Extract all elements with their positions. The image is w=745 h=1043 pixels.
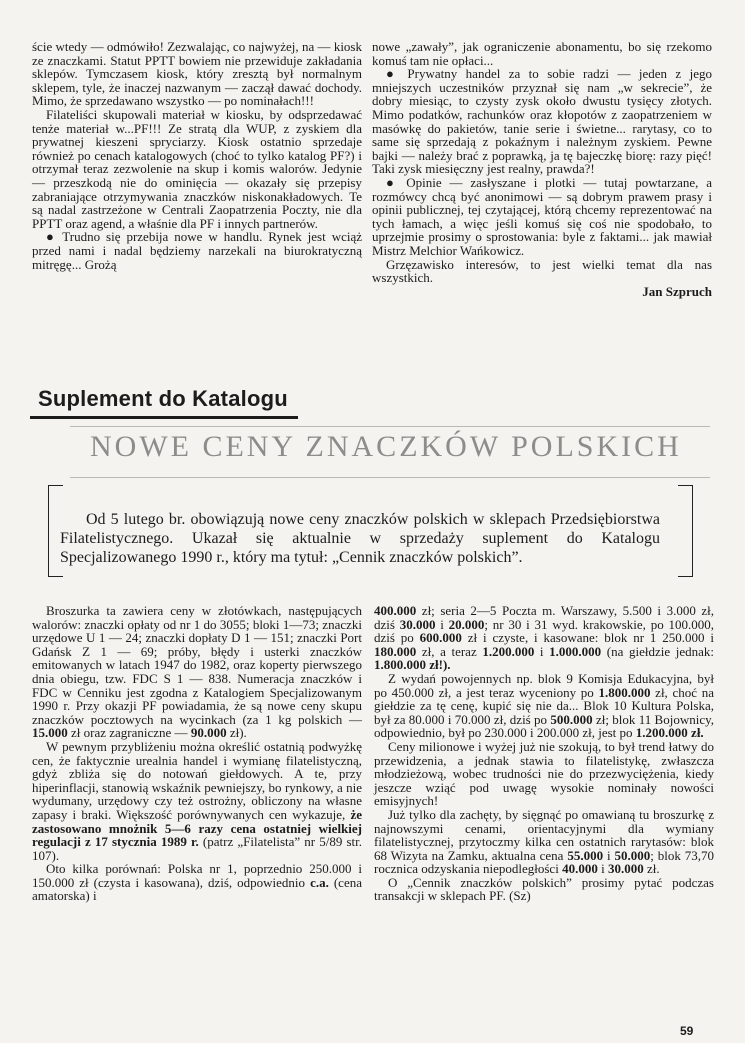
paragraph-text: i [597,861,608,877]
bullet-icon: ● [46,229,57,245]
price: 40.000 [562,861,598,877]
price: 180.000 [374,643,417,659]
paragraph-text: zł, choć na giełdzie za tę cenę, kupić się nie da... Blok 10 Kultura Polska, był za 80.000 i 70.000 zł, dziś po [374,684,714,727]
paragraph [372,176,712,258]
price: 1.000.000 [549,643,602,659]
emphasis: c.a. [310,874,329,890]
intro-lead: Od 5 lutego br. obowiązują nowe ceny znaczków polskich w sklepach Przedsiębiorstwa Filatelistycznego. Ukazał się aktualnie w sprzedaży suplement do Katalogu Specjalizowanego 1990 r., który ma tytuł: „Cennik znaczków polskich”. [60,511,660,566]
paragraph-text: zł; blok 11 Bojownicy, odpowiednio, był po 230.000 i 200.000 zł, jest po [374,711,714,741]
paragraph-text: zł oraz zagraniczne — [67,725,191,741]
paragraph [374,672,714,740]
paragraph-text: Z wydań powojennych np. blok 9 Komisja Edukacyjna, był po 450.000 zł, a jest teraz wyceniony po [374,670,714,700]
top-right-column [372,40,712,298]
paragraph-text: zł; seria 2—5 Poczta m. Warszawy, 5.500 i 3.000 zł, dziś [374,603,714,632]
price: 30.000 [399,616,436,632]
paragraph-text: i [534,643,550,659]
paragraph-text: zł i czyste, i kasowane: blok nr 1 250.000 i [461,630,714,646]
article-headline: NOWE CENY ZNACZKÓW POLSKICH [90,430,682,463]
paragraph-text: Już tylko dla zachęty, by sięgnąć po omawianą tu broszurkę z najnowszymi cenami, orientacyjnymi dla wymiany filatelistycznej, przytoczmy kilka cen ostatnich rarytasów: blok 68 Wizyta na Zamku, aktualna cena [374,806,714,863]
price: 30.000 [607,861,644,877]
paragraph [372,67,712,176]
paragraph-text: Trudno się przebija nowe w handlu. Rynek jest wciąż przed nami i nadal będziemy narzekali na biurokratyczną mitręgę... Grożą [32,229,362,272]
page-number: 59 [680,1024,694,1038]
paragraph: ście wtedy — odmówiło! Zezwalając, co najwyżej, na — kiosk ze znaczkami. Statut PPTT bowiem nie przewiduje zakładania sklepów. Tymczasem kiosk, który zresztą był normalnym sklepem, tyle, że inaczej nazwanym — zaczął dawać dochody. Mimo, że sprzedawano wszystko — po nominałach!!! [32,39,362,109]
paragraph-text: i [435,616,449,632]
paragraph-text: Prywatny handel za to sobie radzi — jeden z jego mniejszych uczestników przyznał się nam „w sekrecie”, że dobry miesiąc, to czysty zysk około dwustu tysięcy złotych. Mimo podatków, rachunków oraz kłopotów z zaopatrzeniem w masówkę do pakietów, tanie serie i świetne... rarytasy, co to same się sprzedają z pokaźnym i należnym zyskiem. Pewne bajki — należy brać z poprawką, ja tę bajeczkę biorę: razy pięć! Taki zysk miesięczny jest realny, prawda?! [372,66,712,177]
price: 400.000 [374,603,417,618]
paragraph: nowe „zawały”, jak ograniczenie abonamentu, bo się rzekomo komuś tam nie opłaci... [372,39,712,68]
price: 1.200.000 [482,643,535,659]
price: 20.000 [448,616,485,632]
paragraph [32,604,362,740]
price: 600.000 [419,630,462,646]
price: 55.000 [567,847,604,863]
paragraph-text: zł). [226,725,247,741]
top-left-column [32,40,362,271]
price: 50.000 [614,847,651,863]
section-title: Suplement do Katalogu [38,386,288,411]
author-signature: Jan Szpruch [642,283,712,299]
paragraph-text: ; blok 73,70 rocznica odzyskania niepodległości [374,847,714,877]
paragraph [32,740,362,862]
price: 1.200.000 zł. [635,725,704,741]
paragraph [374,808,714,876]
title-underline [30,416,298,419]
paragraph: Grzęzawisko interesów, to jest wielki temat dla nas wszystkich. [372,256,712,286]
paragraph-text: (patrz „Filatelista” nr 5/89 str. 107). [32,834,362,863]
price: 1.800.000 zł!). [374,657,451,673]
paragraph-text: (cena amatorska) i [32,874,362,904]
paragraph-text: Broszurka ta zawiera ceny w złotówkach, następujących walorów: znaczki opłaty od nr 1 do 3055; bloki 1—73; znaczki urzędowe U 1 — 24; znaczki dopłaty D 1 — 151; znaczki Port Gdańsk Z 1 — 69; próby, błędy i usterki znaczków emitowanych w latach 1947 do 1982, oraz koperty pierwszego dnia obiegu, tzw. FDC S 1 — 838. Numeracja znaczków i FDC w Cenniku jest zgodna z Katalogiem Specjalizowanym 1990 r. Przy okazji PF powiadamia, że są nowe ceny skupu znaczków pocztowych na wycinkach (za 1 kg polskich — [32,603,362,727]
price: 90.000 [190,725,227,741]
paragraph: Ceny milionowe i wyżej już nie szokują, to był trend łatwy do przewidzenia, a jednak stawia to filatelistykę, zwłaszcza młodzieżową, wobec trudności nie do przezwyciężenia, kiedy jeszcze wziąć pod uwagę wysokie nominały nowości emisyjnych! [374,738,714,809]
frame-corner [678,485,692,486]
bottom-left-column [32,604,362,903]
paragraph-text: zł. [643,861,660,877]
paragraph [32,862,362,903]
paragraph-text: i [603,847,615,863]
frame-corner [678,576,692,577]
bullet-icon: ● [386,66,400,82]
paragraph-text: Oto kilka porównań: Polska nr 1, poprzednio 250.000 i 150.000 zł (czysta i kasowana), dziś, odpowiednio [32,861,362,890]
bottom-right-column [374,604,714,903]
paragraph-text: Opinie — zasłyszane i plotki — tutaj powtarzane, a rozmówcy chcą być anonimowi — są dobrym prawem prasy i opinii publicznej, tej czytającej, którą chcemy reprezentować na tych łamach, a więc jeśli komuś się coś nie spodobało, to uprzejmie prosimy o sprostowania: byle z faktami... jak mawiał Mistrz Melchior Wańkowicz. [372,174,712,258]
paragraph-text: W pewnym przybliżeniu można określić ostatnią podwyżkę cen, że faktycznie urealnia handel i wymianę filatelistyczną, gdyż zbliża się do notowań giełdowych. A te, przy hiperinflacji, stanowią wskaźnik pewniejszy, bo rynkowy, a nie wydumany, urzędowy czy też ostrożny, obliczony na własne zapasy i braki. Większość porównywanych cen wykazuje, [32,738,362,822]
emphasis: że zastosowano mnożnik 5—6 razy cena ostatniej wielkiej regulacji z 17 stycznia 1989 r. [32,806,362,850]
price: 15.000 [32,725,68,741]
paragraph [374,604,714,672]
bullet-icon: ● [386,174,399,190]
paragraph [32,230,362,271]
price: 500.000 [550,711,593,727]
paragraph-text: ; nr 30 i 31 wyd. krakowskie, po 100.000, dziś po [374,616,714,646]
paragraph-text: (na giełdzie jednak: [601,643,714,659]
paragraph: O „Cennik znaczków polskich” prosimy pytać podczas transakcji w sklepach PF. (Sz) [374,874,714,904]
paragraph-text: zł, a teraz [416,643,483,659]
price: 1.800.000 [598,684,651,700]
paragraph: Filateliści skupowali materiał w kiosku, by odsprzedawać tenże materiał w...PF!!! Ze stratą dla WUP, z zyskiem dla prywatnej kieszeni spryciarzy. Kiosk ostatnio sprzedaje również po cenach katalogowych (choć to tylko katalog PF?) i otrzymał teraz zezwolenie na skup i komis walorów. Jedynie — przeszkodą nie do ominięcia — okazały się przepisy zabraniające otrzymywania znaczków niskonakładowych. Te są nadal zastrzeżone w Centrali Zaopatrzenia Poczty, nie dla PPTT oraz agend, a właśnie dla PF i innych partnerów. [32,106,362,231]
